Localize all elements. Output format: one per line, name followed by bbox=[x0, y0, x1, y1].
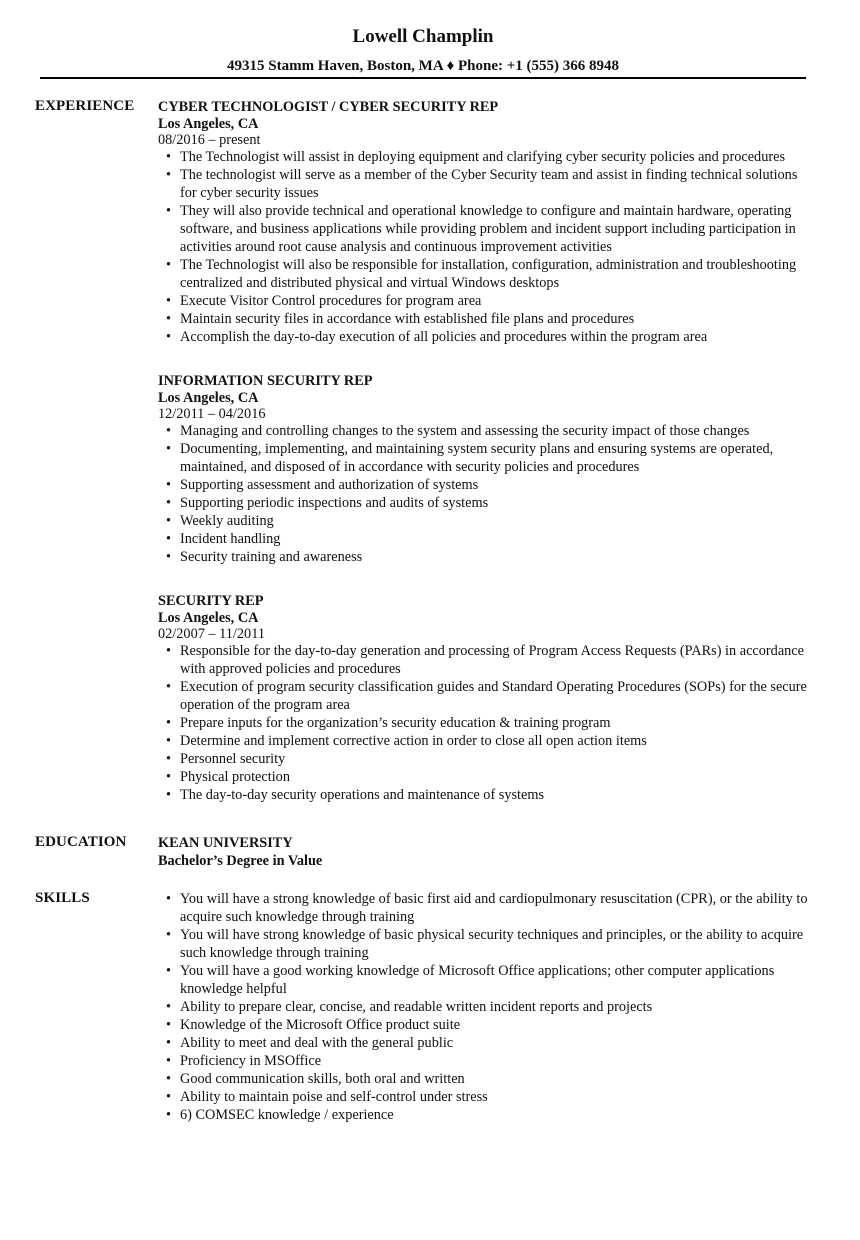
job-entry bbox=[158, 98, 808, 346]
job-location: Los Angeles, CA bbox=[158, 116, 259, 132]
list-item: • Physical protection bbox=[158, 768, 808, 786]
list-item: • You will have a strong knowledge of basic first aid and cardiopulmonary resuscitation (CPR), or the ability to acquire such knowledge through training bbox=[158, 890, 808, 926]
experience-heading: EXPERIENCE bbox=[35, 98, 135, 114]
degree: Bachelor’s Degree in Value bbox=[158, 853, 323, 869]
school-name: KEAN UNIVERSITY bbox=[158, 835, 293, 851]
header-divider bbox=[40, 77, 806, 79]
contact-line: 49315 Stamm Haven, Boston, MA ♦ Phone: +1 (555) 366 8948 bbox=[226, 58, 620, 74]
list-item: • Supporting assessment and authorization of systems bbox=[158, 476, 808, 494]
list-item: • Maintain security files in accordance with established file plans and procedures bbox=[158, 310, 808, 328]
list-item: • Documenting, implementing, and maintaining system security plans and ensuring systems are operated, maintained, and disposed of in accordance with security policies and procedures bbox=[158, 440, 808, 476]
job-dates: 12/2011 – 04/2016 bbox=[158, 406, 266, 422]
job-entry bbox=[158, 592, 808, 804]
list-item: • Incident handling bbox=[158, 530, 808, 548]
list-item: • Prepare inputs for the organization’s security education & training program bbox=[158, 714, 808, 732]
list-item: • Knowledge of the Microsoft Office product suite bbox=[158, 1016, 808, 1034]
list-item: • The Technologist will also be responsible for installation, configuration, administration and troubleshooting centralized and distributed physical and virtual Windows desktops bbox=[158, 256, 808, 292]
list-item: • You will have a good working knowledge of Microsoft Office applications; other computer applications knowledge helpful bbox=[158, 962, 808, 998]
education-entry bbox=[158, 834, 808, 870]
list-item: • Proficiency in MSOffice bbox=[158, 1052, 808, 1070]
list-item: • Execute Visitor Control procedures for program area bbox=[158, 292, 808, 310]
candidate-name: Lowell Champlin bbox=[352, 26, 494, 47]
job-bullets bbox=[158, 642, 808, 804]
list-item: • The technologist will serve as a member of the Cyber Security team and assist in finding technical solutions for cyber security issues bbox=[158, 166, 808, 202]
list-item: • Managing and controlling changes to the system and assessing the security impact of those changes bbox=[158, 422, 808, 440]
list-item: • Ability to prepare clear, concise, and readable written incident reports and projects bbox=[158, 998, 808, 1016]
job-dates: 08/2016 – present bbox=[158, 132, 261, 148]
job-dates: 02/2007 – 11/2011 bbox=[158, 626, 265, 642]
list-item: • Execution of program security classification guides and Standard Operating Procedures (SOPs) for the secure operation of the program area bbox=[158, 678, 808, 714]
list-item: • Weekly auditing bbox=[158, 512, 808, 530]
job-location: Los Angeles, CA bbox=[158, 390, 259, 406]
list-item: • Responsible for the day-to-day generation and processing of Program Access Requests (PARs) in accordance with approved policies and procedures bbox=[158, 642, 808, 678]
job-title: INFORMATION SECURITY REP bbox=[158, 373, 373, 389]
list-item: • Personnel security bbox=[158, 750, 808, 768]
job-entry bbox=[158, 372, 808, 566]
job-bullets bbox=[158, 148, 808, 346]
education-heading: EDUCATION bbox=[35, 834, 127, 850]
list-item: • Ability to maintain poise and self-control under stress bbox=[158, 1088, 808, 1106]
skills-heading: SKILLS bbox=[35, 890, 90, 906]
job-title: SECURITY REP bbox=[158, 593, 264, 609]
list-item: • Determine and implement corrective action in order to close all open action items bbox=[158, 732, 808, 750]
list-item: • Good communication skills, both oral and written bbox=[158, 1070, 808, 1088]
list-item: • They will also provide technical and operational knowledge to configure and maintain hardware, operating software, and business applications while providing problem and incident support including participation in activities around root cause analysis and continuous improvement activities bbox=[158, 202, 808, 256]
skills-list-container bbox=[158, 890, 808, 1124]
list-item: • Supporting periodic inspections and audits of systems bbox=[158, 494, 808, 512]
list-item: • The day-to-day security operations and maintenance of systems bbox=[158, 786, 808, 804]
list-item: • 6) COMSEC knowledge / experience bbox=[158, 1106, 808, 1124]
list-item: • Ability to meet and deal with the general public bbox=[158, 1034, 808, 1052]
list-item: • The Technologist will assist in deploying equipment and clarifying cyber security policies and procedures bbox=[158, 148, 808, 166]
list-item: • Accomplish the day-to-day execution of all policies and procedures within the program area bbox=[158, 328, 808, 346]
job-location: Los Angeles, CA bbox=[158, 610, 259, 626]
skills-list bbox=[158, 890, 808, 1124]
list-item: • You will have strong knowledge of basic physical security techniques and principles, or the ability to acquire such knowledge through training bbox=[158, 926, 808, 962]
list-item: • Security training and awareness bbox=[158, 548, 808, 566]
job-bullets bbox=[158, 422, 808, 566]
job-title: CYBER TECHNOLOGIST / CYBER SECURITY REP bbox=[158, 99, 499, 115]
